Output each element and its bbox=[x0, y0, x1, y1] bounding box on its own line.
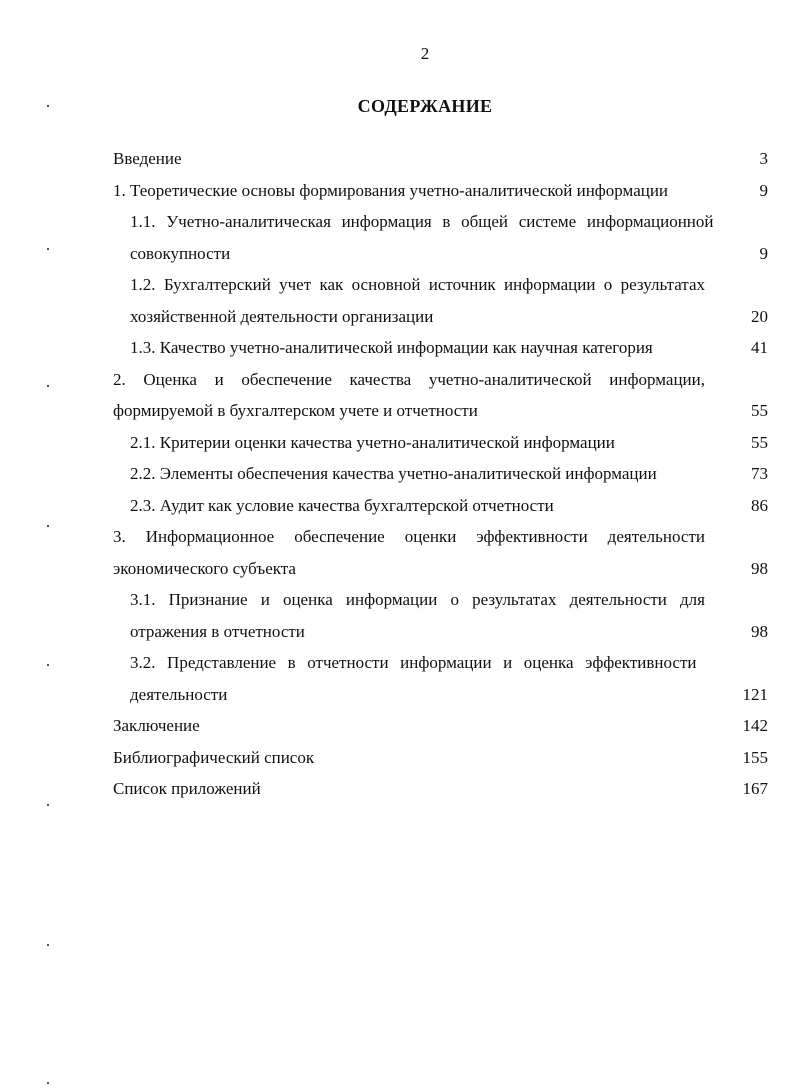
toc-entry-text: Заключение bbox=[113, 716, 200, 735]
toc-entry-text: 1.1. Учетно-аналитическая информация в общей системе информационной совокупности bbox=[130, 212, 714, 263]
table-of-contents bbox=[113, 143, 768, 805]
scan-speck bbox=[47, 105, 49, 107]
toc-entry-page: 9 bbox=[759, 243, 768, 263]
toc-entry-page: 20 bbox=[751, 306, 768, 326]
toc-entry-page: 55 bbox=[751, 432, 768, 452]
toc-entry-section-1-3 bbox=[113, 332, 768, 364]
toc-entry-section-2-3 bbox=[113, 490, 768, 522]
toc-entry-chapter-1 bbox=[113, 175, 768, 207]
toc-entry-page: 167 bbox=[742, 779, 768, 798]
scan-speck bbox=[47, 804, 49, 806]
toc-title: СОДЕРЖАНИЕ bbox=[357, 96, 493, 116]
toc-entry-text: 1. Теоретические основы формирования учетно-аналитической информации bbox=[113, 180, 669, 200]
toc-entry-section-3-1 bbox=[113, 584, 768, 647]
toc-entry-page: 3 bbox=[759, 149, 768, 168]
toc-entry-text: Список приложений bbox=[113, 779, 261, 798]
toc-entry-text: Библиографический список bbox=[113, 747, 315, 767]
toc-entry-appendices bbox=[113, 773, 768, 805]
toc-entry-section-3-2 bbox=[113, 647, 768, 710]
toc-entry-text: 2.1. Критерии оценки качества учетно-аналитической информации bbox=[130, 432, 615, 452]
toc-entry-text: Введение bbox=[113, 149, 182, 168]
toc-entry-text: 1.3. Качество учетно-аналитической информации как научная категория bbox=[130, 338, 653, 357]
toc-entry-text: 2.3. Аудит как условие качества бухгалтерской отчетности bbox=[130, 495, 554, 515]
toc-entry-conclusion bbox=[113, 710, 768, 742]
scan-speck bbox=[47, 664, 49, 666]
toc-entry-chapter-2 bbox=[113, 364, 768, 427]
scan-speck bbox=[47, 248, 49, 250]
scan-speck bbox=[47, 944, 49, 946]
toc-entry-text: 2. Оценка и обеспечение качества учетно-аналитической информации, формируемой в бухгалтерском учете и отчетности bbox=[113, 369, 705, 420]
toc-entry-section-2-2 bbox=[113, 458, 768, 490]
toc-entry-chapter-3 bbox=[113, 521, 768, 584]
toc-entry-section-2-1 bbox=[113, 427, 768, 459]
toc-entry-page: 98 bbox=[751, 621, 768, 641]
toc-entry-bibliography bbox=[113, 742, 768, 774]
toc-entry-page: 41 bbox=[751, 338, 768, 357]
toc-entry-text: 3.2. Представление в отчетности информации и оценка эффективности деятельности bbox=[130, 653, 697, 704]
toc-entry-page: 73 bbox=[751, 464, 768, 483]
toc-entry-introduction bbox=[113, 143, 768, 175]
scan-speck bbox=[47, 525, 49, 527]
toc-entry-text: 3. Информационное обеспечение оценки эффективности деятельности экономического субъекта bbox=[113, 527, 705, 578]
toc-entry-text: 2.2. Элементы обеспечения качества учетно-аналитической информации bbox=[130, 464, 657, 483]
scan-speck bbox=[47, 385, 49, 387]
toc-entry-section-1-1 bbox=[113, 206, 768, 269]
toc-entry-page: 121 bbox=[742, 684, 768, 704]
toc-entry-page: 98 bbox=[751, 558, 768, 578]
page-number: 2 bbox=[420, 44, 430, 63]
scan-speck bbox=[47, 1082, 49, 1084]
toc-entry-text: 1.2. Бухгалтерский учет как основной источник информации о результатах хозяйственной деятельности организации bbox=[130, 275, 705, 326]
toc-entry-page: 86 bbox=[751, 495, 768, 515]
toc-entry-section-1-2 bbox=[113, 269, 768, 332]
toc-entry-page: 155 bbox=[742, 747, 768, 767]
toc-entry-text: 3.1. Признание и оценка информации о результатах деятельности для отражения в отчетности bbox=[130, 590, 705, 641]
toc-entry-page: 142 bbox=[742, 716, 768, 735]
toc-entry-page: 9 bbox=[759, 180, 768, 200]
toc-entry-page: 55 bbox=[751, 401, 768, 420]
